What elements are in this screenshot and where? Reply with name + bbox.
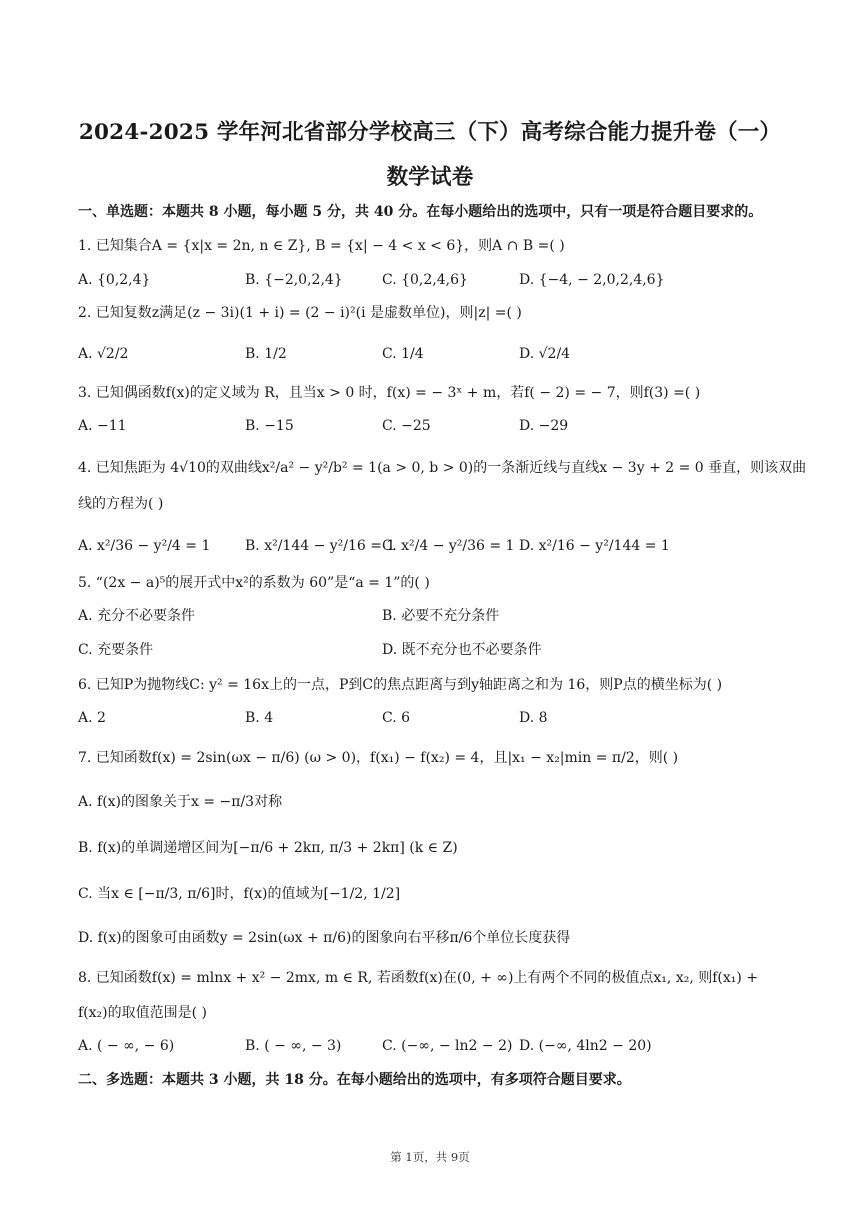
option-b: B. 4 <box>245 710 274 726</box>
option-d: D. f(x)的图象可由函数y = 2sin(ωx + π/6)的图象向右平移π/6个单位长度获得 <box>78 930 571 946</box>
option-d: D. 既不充分也不必要条件 <box>382 642 542 658</box>
question-stem: 7. 已知函数f(x) = 2sin(ωx − π/6) (ω > 0)，f(x₁) − f(x₂) = 4，且|x₁ − x₂|min = π/2，则( ) <box>78 750 679 766</box>
question-stem: 1. 已知集合A = {x|x = 2n, n ∈ Z}, B = {x| − 4 < x < 6}，则A ∩ B =( ) <box>78 238 565 254</box>
option-a: A. x²/36 − y²/4 = 1 <box>78 538 211 554</box>
option-b: B. −15 <box>245 418 294 434</box>
option-d: D. x²/16 − y²/144 = 1 <box>519 538 670 554</box>
exam-subtitle: 数学试卷 <box>386 165 474 190</box>
option-a: A. {0,2,4} <box>78 272 151 288</box>
option-d: D. √2/4 <box>519 346 571 362</box>
option-c: C. {0,2,4,6} <box>382 272 468 288</box>
option-a: A. 2 <box>78 710 106 726</box>
option-b: B. 必要不充分条件 <box>382 608 500 624</box>
question-stem-continued: f(x₂)的取值范围是( ) <box>78 1005 207 1021</box>
option-d: D. 8 <box>519 710 548 726</box>
option-d: D. (−∞, 4ln2 − 20) <box>519 1038 652 1054</box>
option-c: C. 当x ∈ [−π/3, π/6]时，f(x)的值域为[−1/2, 1/2] <box>78 886 401 902</box>
option-d: D. −29 <box>519 418 569 434</box>
option-b: B. x²/144 − y²/16 = 1 <box>245 538 396 554</box>
question-stem: 2. 已知复数z满足(z − 3i)(1 + i) = (2 − i)²(i 是虚数单位)，则|z| =( ) <box>78 305 522 321</box>
option-a: A. 充分不必要条件 <box>78 608 196 624</box>
option-b: B. 1/2 <box>245 346 287 362</box>
question-stem: 4. 已知焦距为 4√10的双曲线x²/a² − y²/b² = 1(a > 0, b > 0)的一条渐近线与直线x − 3y + 2 = 0 垂直，则该双曲 <box>78 460 807 476</box>
question-stem: 3. 已知偶函数f(x)的定义域为 R，且当x > 0 时，f(x) = − 3ˣ + m，若f( − 2) = − 7，则f(3) =( ) <box>78 385 701 401</box>
option-b: B. ( − ∞, − 3) <box>245 1038 342 1054</box>
option-c: C. (−∞, − ln2 − 2) <box>382 1038 513 1054</box>
option-c: C. x²/4 − y²/36 = 1 <box>382 538 515 554</box>
question-stem: 5. “(2x − a)⁵的展开式中x²的系数为 60”是“a = 1”的( ) <box>78 575 430 591</box>
section-heading-multiple-choice: 二、多选题：本题共 3 小题，共 18 分。在每小题给出的选项中，有多项符合题目要求。 <box>78 1072 631 1088</box>
option-b: B. {−2,0,2,4} <box>245 272 343 288</box>
page-footer: 第 1页，共 9页 <box>390 1150 470 1164</box>
exam-title: 2024-2025 学年河北省部分学校高三（下）高考综合能力提升卷（一） <box>78 120 782 145</box>
option-c: C. 6 <box>382 710 411 726</box>
option-c: C. 充要条件 <box>78 642 154 658</box>
option-d: D. {−4, − 2,0,2,4,6} <box>519 272 665 288</box>
option-c: C. −25 <box>382 418 431 434</box>
section-heading-single-choice: 一、单选题：本题共 8 小题，每小题 5 分，共 40 分。在每小题给出的选项中，只有一项是符合题目要求的。 <box>78 204 763 220</box>
option-a: A. f(x)的图象关于x = −π/3对称 <box>78 794 283 810</box>
option-a: A. √2/2 <box>78 346 129 362</box>
option-a: A. −11 <box>78 418 127 434</box>
question-stem-continued: 线的方程为( ) <box>78 496 164 512</box>
question-stem: 8. 已知函数f(x) = mlnx + x² − 2mx, m ∈ R, 若函数f(x)在(0, + ∞)上有两个不同的极值点x₁, x₂, 则f(x₁) + <box>78 970 759 986</box>
option-a: A. ( − ∞, − 6) <box>78 1038 175 1054</box>
question-stem: 6. 已知P为抛物线C: y² = 16x上的一点，P到C的焦点距离与到y轴距离之和为 16，则P点的横坐标为( ) <box>78 677 723 693</box>
option-b: B. f(x)的单调递增区间为[−π/6 + 2kπ, π/3 + 2kπ] (k ∈ Z) <box>78 840 458 856</box>
option-c: C. 1/4 <box>382 346 424 362</box>
